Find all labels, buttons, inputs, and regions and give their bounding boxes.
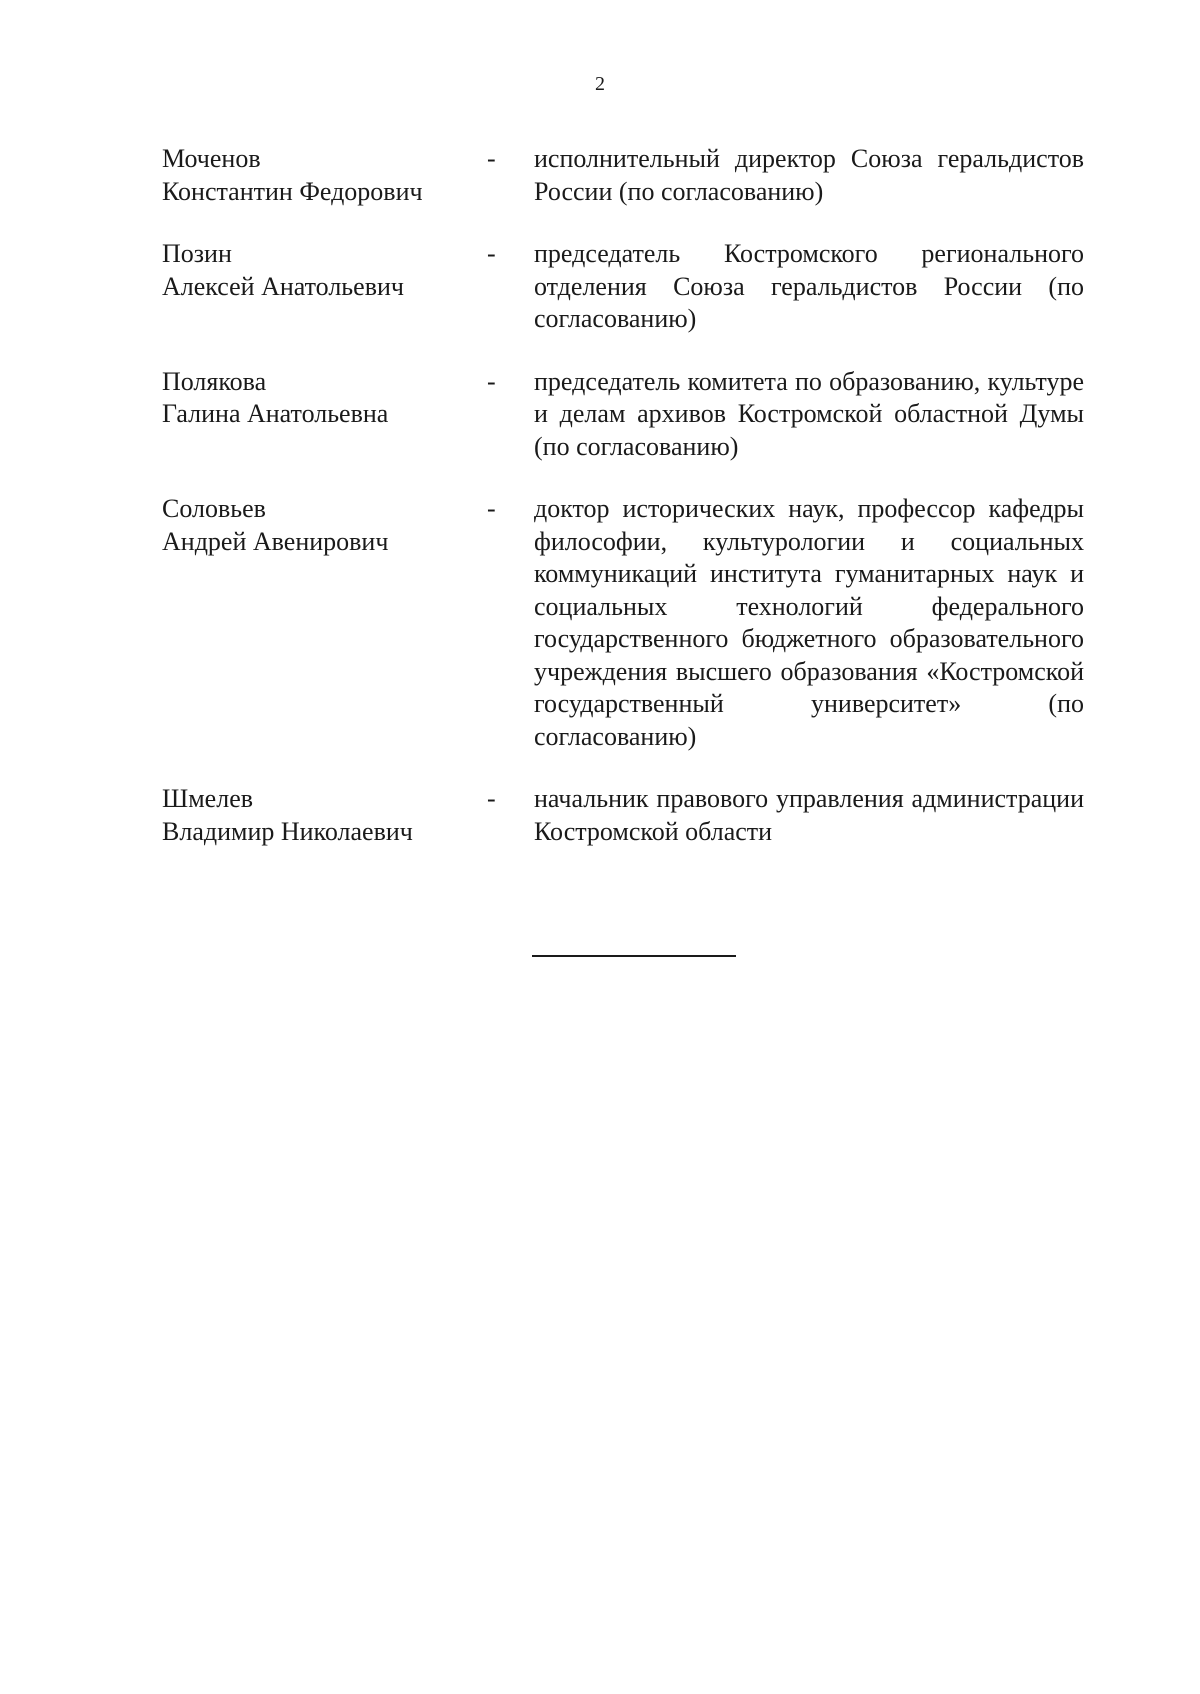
member-entry — [162, 783, 1082, 848]
member-given-names: Андрей Авенирович — [162, 526, 389, 556]
member-given-names: Галина Анатольевна — [162, 399, 389, 428]
member-role: начальник правового управления администрации Костромской области — [534, 784, 1084, 846]
member-name — [162, 493, 482, 558]
member-entry — [162, 143, 1082, 208]
member-dash: - — [487, 239, 496, 268]
member-entry — [162, 238, 1082, 336]
member-surname: Моченов — [162, 144, 261, 173]
member-name — [162, 143, 482, 208]
member-dash: - — [487, 494, 496, 523]
member-dash: - — [487, 144, 496, 173]
member-entry — [162, 493, 1082, 753]
member-given-names: Константин Федорович — [162, 176, 423, 206]
member-dash: - — [487, 784, 496, 813]
member-surname: Соловьев — [162, 494, 266, 523]
members-list — [162, 143, 1082, 878]
member-role: председатель комитета по образованию, культуре и делам архивов Костромской областной Думы (по согласованию) — [534, 366, 1084, 461]
member-given-names: Владимир Николаевич — [162, 816, 413, 846]
member-role: председатель Костромского регионального отделения Союза геральдистов России (по согласованию) — [534, 239, 1084, 333]
member-role: исполнительный директор Союза геральдистов России (по согласованию) — [534, 144, 1084, 206]
member-given-names: Алексей Анатольевич — [162, 271, 404, 301]
member-role: доктор исторических наук, профессор кафедры философии, культурологии и социальных коммуникаций института гуманитарных наук и социальных технологий федерального государственного бюджетного образовательного учреждения высшего образования «Костромской государственный университет» (по согласованию) — [534, 494, 1084, 751]
member-surname: Полякова — [162, 366, 267, 396]
closing-rule — [532, 955, 736, 957]
member-name — [162, 366, 482, 431]
member-entry — [162, 366, 1082, 464]
member-name — [162, 783, 482, 848]
member-dash: - — [487, 366, 496, 396]
member-surname: Позин — [162, 239, 232, 268]
page-number: 2 — [595, 73, 605, 95]
member-surname: Шмелев — [162, 784, 254, 813]
member-name — [162, 238, 482, 303]
